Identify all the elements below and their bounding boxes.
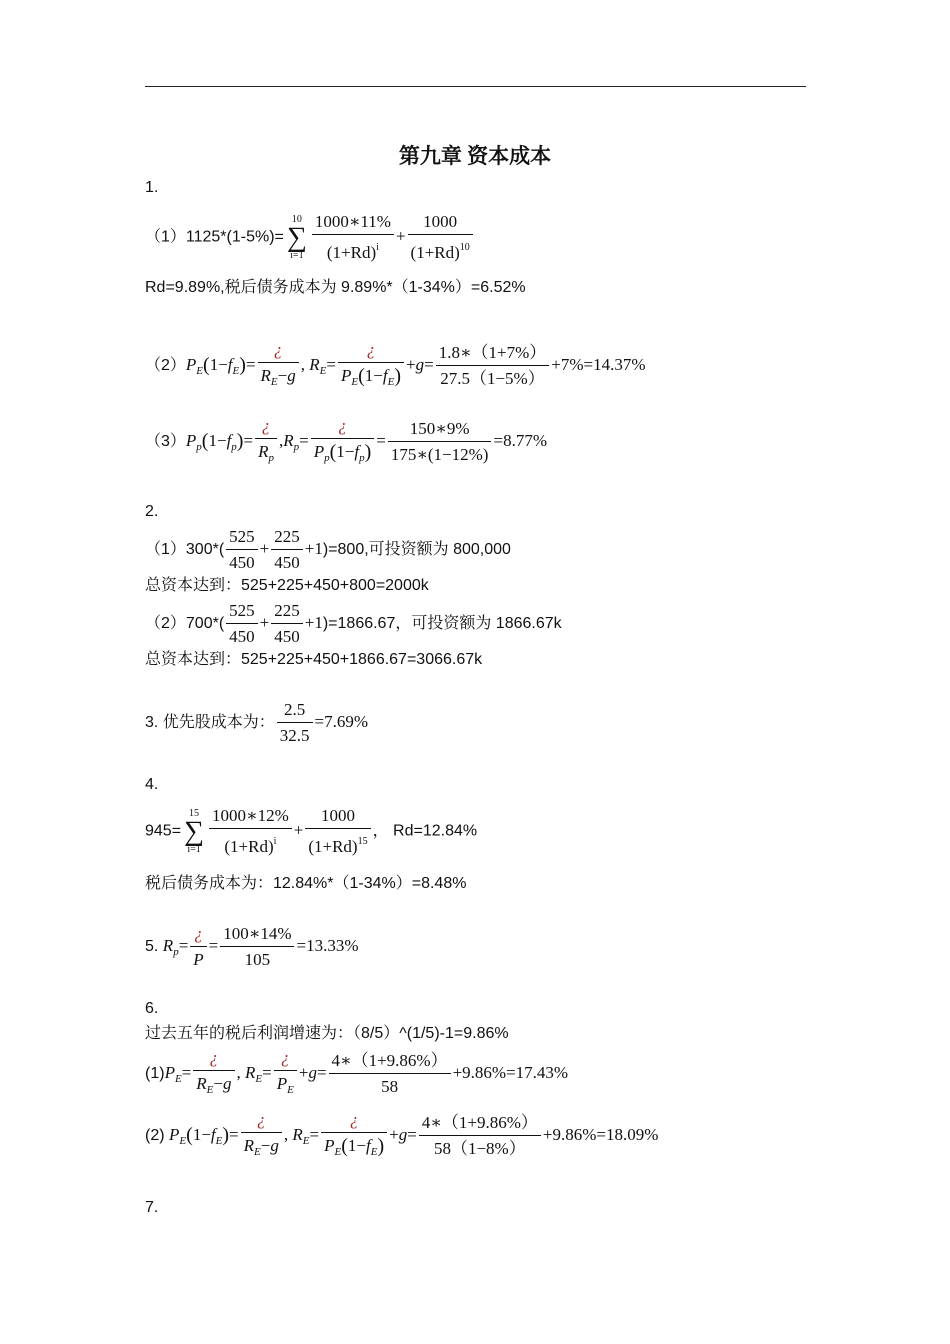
q2-part1-total: 总资本达到：525+225+450+800=2000k (145, 577, 429, 594)
fraction: $\frac{4∗(1+9.86\%)}{58}$ (329, 1051, 451, 1097)
q6-number: 6. (145, 1000, 159, 1017)
header-rule (145, 86, 806, 87)
q5-equation: 5. $R_p=$ $\frac{¿}{P}$ = $\frac{100∗14\%}{105}$ =13.33% (145, 924, 359, 969)
q7-number: 7. (145, 1199, 159, 1216)
q1-part1-result: Rd=9.89%,税后债务成本为 9.89%*（1-34%）=6.52% (145, 279, 526, 296)
q4-equation: 945= 15 ∑ i=1 $\frac{1000∗12\%}{(1+Rd)^i}$ + $\frac{1000}{(1+Rd)^{15}}$ ， Rd=12.84% (145, 806, 478, 856)
q1-number: 1. (145, 179, 159, 196)
fraction: $\frac{1.8∗(1+7\%)}{27.5(1-5\%)}$ (436, 343, 550, 389)
fraction: $\frac{4∗(1+9.86\%)}{58(1-8\%)}$ (419, 1113, 541, 1159)
chapter-title: 第九章 资本成本 (398, 144, 552, 168)
fraction: $\frac{1000∗11\%}{(1+Rd)^i}$ (312, 212, 394, 263)
q6-growth: 过去五年的税后利润增速为：（8/5）^(1/5)-1=9.86% (145, 1025, 509, 1042)
q3-equation: 3. 优先股成本为： $\frac{2.5}{32.5}$ =7.69% (145, 700, 369, 745)
fraction: $\frac{150∗9\%}{175∗(1-12\%)}$ (388, 419, 492, 465)
q1-part1-equation: （1）1125*(1-5%)= 10 ∑ i=1 $\frac{1000∗11\%}{(1+Rd)^i}$ + $\frac{1000}{(1+Rd)^{10}}$ (145, 212, 475, 263)
fraction: $\frac{1000}{(1+Rd)^{10}}$ (408, 212, 473, 263)
summation-sign: 10 ∑ i=1 (286, 213, 307, 261)
q2-part2-equation: （2）700*( $\frac{525}{450}$ + $\frac{225}{450}$ +1)=1866.67，可投资额为 1866.67k (145, 601, 562, 646)
fraction: $\frac{100∗14\%}{105}$ (220, 924, 294, 970)
q2-number: 2. (145, 503, 159, 520)
q1-part3-equation: $(3)P_p(1-f_p)=$ $\frac{¿}{R_p}$ $,R_p=$ $\frac{¿}{P_p(1-f_p)}$ = $\frac{150∗9\%}{175∗(1-12\%)}$ =8.77% (145, 416, 547, 464)
q6-part1-equation: $(1)P_E=$ $\frac{¿}{R_E-g}$ , $R_E=$ $\frac{¿}{P_E}$ +g= $\frac{4∗(1+9.86\%)}{58}$ +9.86%=17.43% (145, 1048, 569, 1096)
q2-part2-total: 总资本达到：525+225+450+1866.67=3066.67k (145, 651, 483, 668)
q4-after-tax: 税后债务成本为：12.84%*（1-34%）=8.48% (145, 875, 467, 892)
fraction: $\frac{2.5}{32.5}$ (277, 700, 313, 746)
q6-part2-equation: (2) $P_E(1-f_E)=$ $\frac{¿}{R_E-g}$ , $R_E=$ $\frac{¿}{P_E(1-f_E)}$ +g= $\frac{4∗(1+9.86\%)}{58(1-8\%)}$ +9.86%=18.09% (145, 1110, 659, 1158)
q1-part2-equation: $(2)P_E(1-f_E)=$ $\frac{¿}{R_E-g}$ , $R_E=$ $\frac{¿}{P_E(1-f_E)}$ +g= $\frac{1.8∗(1+7\%)}{27.5(1-5\%)}$ +7%=14.37% (145, 340, 646, 388)
q4-number: 4. (145, 776, 159, 793)
q2-part1-equation: （1）300*( $\frac{525}{450}$ + $\frac{225}{450}$ +1)=800,可投资额为 800,000 (145, 527, 511, 572)
